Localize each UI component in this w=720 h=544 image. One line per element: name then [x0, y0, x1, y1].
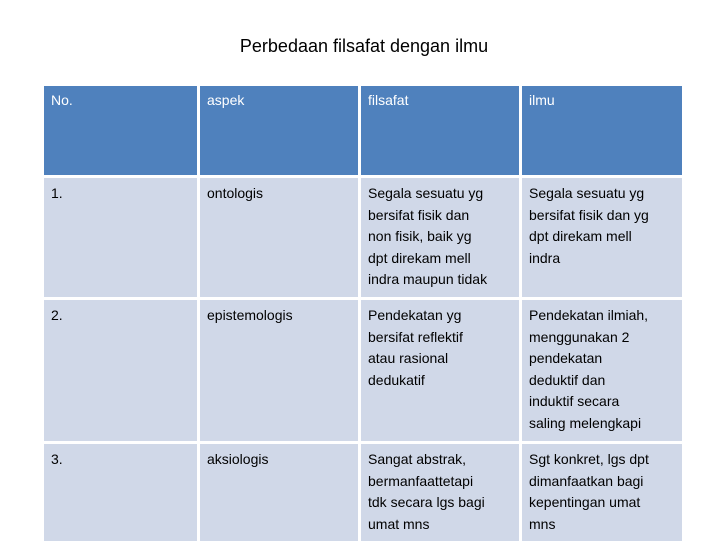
cell-no: 1. [44, 178, 197, 297]
table-row [44, 178, 682, 297]
cell-no: 2. [44, 300, 197, 441]
cell-ilmu: Segala sesuatu yg bersifat fisik dan yg dpt direkam mell indra [522, 178, 682, 297]
header-cell-filsafat: filsafat [361, 86, 519, 175]
cell-ilmu: Sgt konkret, lgs dpt dimanfaatkan bagi kepentingan umat mns [522, 444, 682, 541]
header-cell-aspek: aspek [200, 86, 358, 175]
cell-aspek: aksiologis [200, 444, 358, 541]
header-cell-ilmu: ilmu [522, 86, 682, 175]
table-header-row [44, 86, 682, 175]
header-cell-no: No. [44, 86, 197, 175]
slide-title: Perbedaan filsafat dengan ilmu [239, 36, 489, 56]
cell-aspek: epistemologis [200, 300, 358, 441]
table-row [44, 300, 682, 441]
cell-aspek: ontologis [200, 178, 358, 297]
cell-filsafat: Segala sesuatu yg bersifat fisik dan non fisik, baik yg dpt direkam mell indra maupun tidak [361, 178, 519, 297]
comparison-table [41, 83, 685, 544]
cell-filsafat: Sangat abstrak, bermanfaattetapi tdk secara lgs bagi umat mns [361, 444, 519, 541]
cell-ilmu: Pendekatan ilmiah, menggunakan 2 pendekatan deduktif dan induktif secara saling melengkapi [522, 300, 682, 441]
cell-filsafat: Pendekatan yg bersifat reflektif atau rasional dedukatif [361, 300, 519, 441]
table-row [44, 444, 682, 541]
cell-no: 3. [44, 444, 197, 541]
